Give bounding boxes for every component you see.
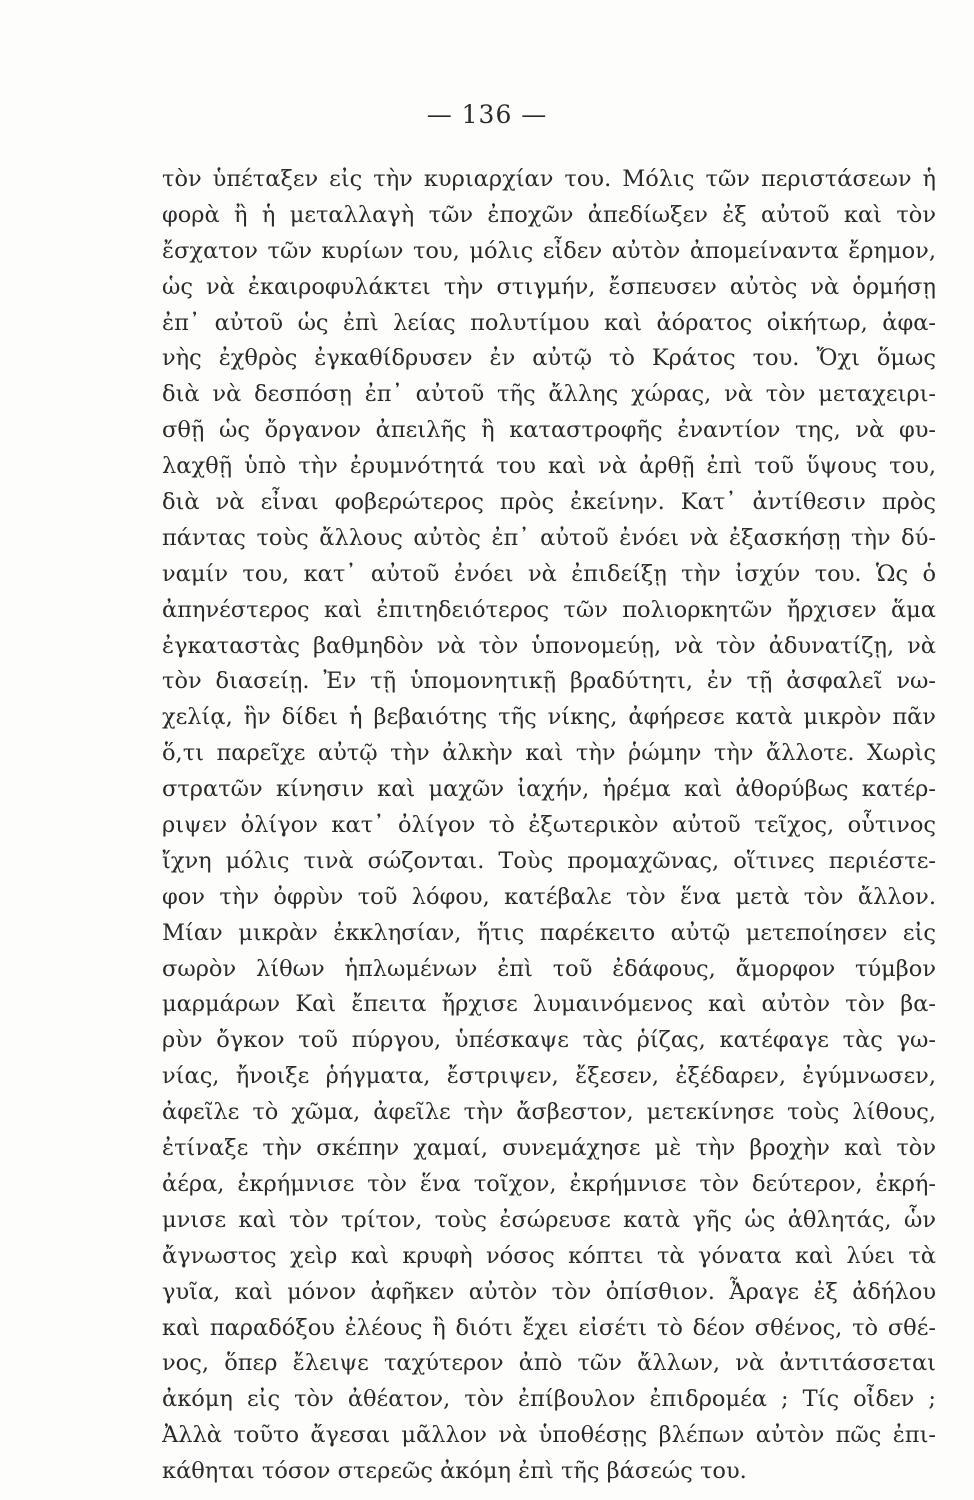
text-line: ἀπηνέστερος καὶ ἐπιτηδειότερος τῶν πολιορκητῶν ἤρχισεν ἅμα <box>162 596 936 623</box>
text-line: ἐγκαταστὰς βαθμηδὸν νὰ τὸν ὑπονομεύῃ, νὰ τὸν ἀδυνατίζῃ, νὰ <box>162 632 936 659</box>
text-line: ναμίν του, κατ᾽ αὐτοῦ ἐνόει νὰ ἐπιδείξῃ τὴν ἰσχύν του. Ὡς ὁ <box>162 560 936 587</box>
text-line: πάντας τοὺς ἄλλους αὐτὸς ἐπ᾽ αὐτοῦ ἐνόει νὰ ἐξασκήσῃ τὴν δύ- <box>162 524 936 551</box>
text-line: τὸν διασείῃ. Ἐν τῇ ὑπομονητικῇ βραδύτητι, ἐν τῇ ἀσφαλεῖ νω- <box>162 668 936 695</box>
text-line: ἴχνη μόλις τινὰ σώζονται. Τοὺς προμαχῶνας, οἵτινες περιέστε- <box>162 847 936 874</box>
text-line: ἀέρα, ἐκρήμνισε τὸν ἕνα τοῖχον, ἐκρήμνισε τὸν δεύτερον, ἐκρή- <box>162 1170 936 1197</box>
text-line: ρὺν ὄγκον τοῦ πύργου, ὑπέσκαψε τὰς ῥίζας, κατέφαγε τὰς γω- <box>162 1027 936 1054</box>
text-line: τὸν ὑπέταξεν εἰς τὴν κυριαρχίαν του. Μόλις τῶν περιστάσεων ἡ <box>162 166 936 192</box>
text-line: ἔσχατον τῶν κυρίων του, μόλις εἶδεν αὐτὸν ἀπομείναντα ἔρημον, <box>162 237 936 264</box>
text-line: μαρμάρων Καὶ ἔπειτα ἤρχισε λυμαινόμενος καὶ αὐτὸν τὸν βα- <box>162 991 936 1018</box>
text-line: σθῇ ὡς ὄργανον ἀπειλῆς ἢ καταστροφῆς ἐναντίον της, νὰ φυ- <box>162 417 936 444</box>
text-line: καὶ παραδόξου ἐλέους ἢ διότι ἔχει εἰσέτι τὸ δέον σθένος, τὸ σθέ- <box>162 1314 936 1341</box>
text-line: μνισε καὶ τὸν τρίτον, τοὺς ἐσώρευσε κατὰ γῆς ὡς ἀθλητάς, ὧν <box>162 1206 936 1233</box>
text-line: Μίαν μικρὰν ἐκκλησίαν, ἥτις παρέκειτο αὐτῷ μετεποίησεν εἰς <box>162 919 936 946</box>
body-text <box>162 162 936 1490</box>
text-line: γυῖα, καὶ μόνον ἀφῆκεν αὐτὸν τὸν ὀπίσθιον. Ἆραγε ἐξ ἀδήλου <box>162 1278 936 1305</box>
text-line: διὰ νὰ δεσπόσῃ ἐπ᾽ αὐτοῦ τῆς ἄλλης χώρας, νὰ τὸν μεταχειρι- <box>162 381 936 408</box>
text-line: διὰ νὰ εἶναι φοβερώτερος πρὸς ἐκείνην. Κατ᾽ ἀντίθεσιν πρὸς <box>162 489 936 516</box>
text-line: νίας, ἤνοιξε ῥήγματα, ἔστριψεν, ἔξεσεν, ἐξέδαρεν, ἐγύμνωσεν, <box>162 1063 936 1090</box>
text-line: Ἀλλὰ τοῦτο ἄγεσαι μᾶλλον νὰ ὑποθέσῃς βλέπων αὐτὸν πῶς ἐπι- <box>162 1422 936 1449</box>
text-line: φορὰ ἢ ἡ μεταλλαγὴ τῶν ἐποχῶν ἀπεδίωξεν ἐξ αὐτοῦ καὶ τὸν <box>162 201 936 228</box>
text-line: νὴς ἐχθρὸς ἐγκαθίδρυσεν ἐν αὐτῷ τὸ Κράτος του. Ὄχι ὅμως <box>162 345 936 372</box>
text-line: φον τὴν ὀφρὺν τοῦ λόφου, κατέβαλε τὸν ἕνα μετὰ τὸν ἄλλον. <box>162 883 936 910</box>
text-line: ἀκόμη εἰς τὸν ἀθέατον, τὸν ἐπίβουλον ἐπιδρομέα ; Τίς οἶδεν ; <box>162 1386 936 1413</box>
page-number: — 136 — <box>426 100 548 129</box>
text-line: λαχθῇ ὑπὸ τὴν ἐρυμνότητά του καὶ νὰ ἀρθῇ ἐπὶ τοῦ ὕψους του, <box>162 453 936 480</box>
text-line: ὅ,τι παρεῖχε αὐτῷ τὴν ἀλκὴν καὶ τὴν ῥώμην τὴν ἄλλοτε. Χωρὶς <box>162 740 936 767</box>
text-line: ἄγνωστος χεὶρ καὶ κρυφὴ νόσος κόπτει τὰ γόνατα καὶ λύει τὰ <box>162 1242 936 1269</box>
text-line: ἐτίναξε τὴν σκέπην χαμαί, συνεμάχησε μὲ τὴν βροχὴν καὶ τὸν <box>162 1135 936 1162</box>
text-line: σωρὸν λίθων ἡπλωμένων ἐπὶ τοῦ ἐδάφους, ἄμορφον τύμβον <box>162 955 936 982</box>
text-line: στρατῶν κίνησιν καὶ μαχῶν ἰαχήν, ἠρέμα καὶ ἀθορύβως κατέρ- <box>162 776 936 803</box>
text-line: ριψεν ὀλίγον κατ᾽ ὀλίγον τὸ ἐξωτερικὸν αὐτοῦ τεῖχος, οὗτινος <box>162 812 936 839</box>
text-line: κάθηται τόσον στερεῶς ἀκόμη ἐπὶ τῆς βάσεώς του. <box>162 1458 747 1485</box>
text-line: ἐπ᾽ αὐτοῦ ὡς ἐπὶ λείας πολυτίμου καὶ ἀόρατος οἰκήτωρ, ἀφα- <box>162 309 936 336</box>
text-line: ὡς νὰ ἐκαιροφυλάκτει τὴν στιγμήν, ἔσπευσεν αὐτὸς νὰ ὁρμήσῃ <box>162 273 936 300</box>
text-line: νος, ὅπερ ἔλειψε ταχύτερον ἀπὸ τῶν ἄλλων, νὰ ἀντιτάσσεται <box>162 1350 936 1377</box>
text-line: ἀφεῖλε τὸ χῶμα, ἀφεῖλε τὴν ἄσβεστον, μετεκίνησε τοὺς λίθους, <box>162 1099 936 1126</box>
text-line: χελίᾳ, ἣν δίδει ἡ βεβαιότης τῆς νίκης, ἀφήρεσε κατὰ μικρὸν πᾶν <box>162 704 936 731</box>
